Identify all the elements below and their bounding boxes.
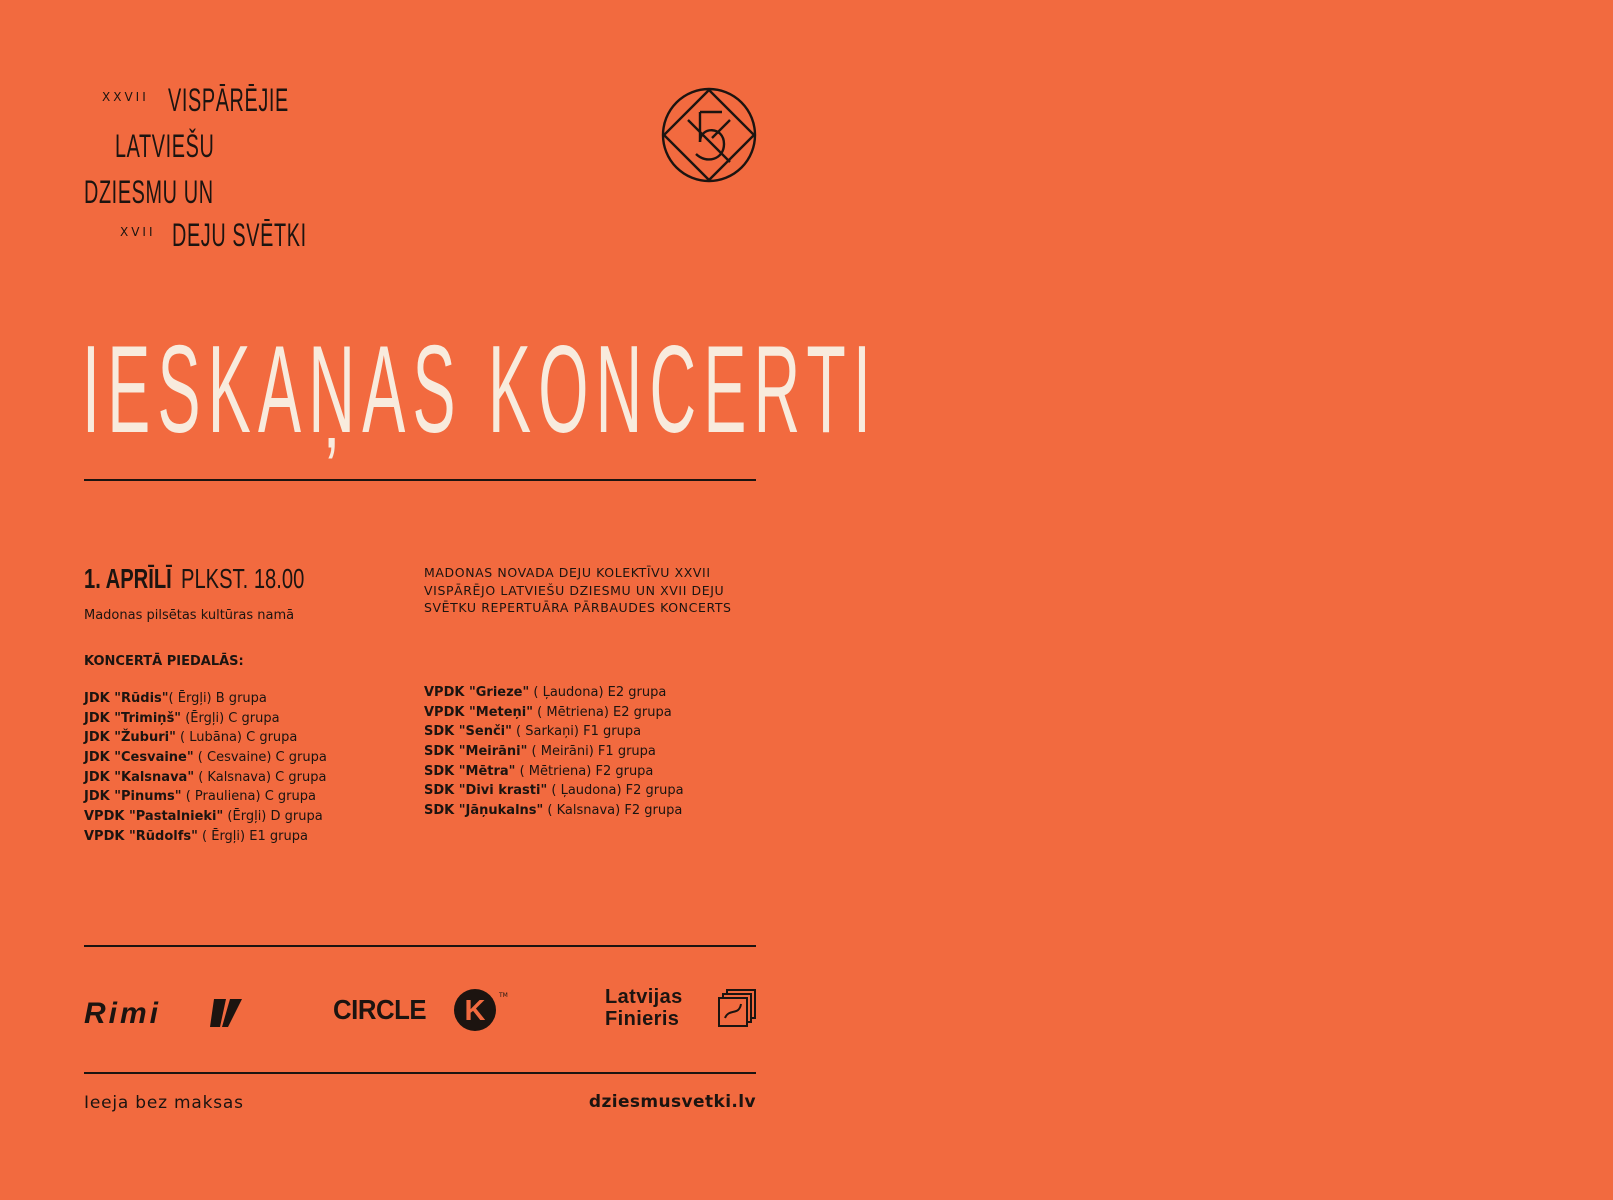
participant-name: SDK "Meirāni" (424, 744, 528, 760)
participant-detail: ( Ērgļi) B grupa (168, 691, 267, 706)
participant-detail: (Ērgļi) D grupa (223, 809, 323, 825)
participant-item (84, 768, 327, 788)
participant-item (84, 728, 327, 748)
participant-detail: ( Cesvaine) C grupa (193, 750, 327, 766)
finieris-plywood-icon (715, 988, 757, 1030)
participant-name: JDK "Kalsnava" (84, 769, 195, 785)
rimi-swoosh-icon (204, 997, 244, 1029)
festival-word-1: VISPĀRĒJIE (168, 82, 289, 118)
divider-middle (84, 945, 756, 947)
participant-item (84, 807, 327, 827)
participant-item (424, 683, 684, 703)
participant-item (424, 781, 684, 801)
participant-detail: ( Mētriena) E2 grupa (533, 704, 672, 720)
circle-k-mark-icon (453, 988, 499, 1032)
event-venue: Madonas pilsētas kultūras namā (84, 608, 295, 623)
festival-edition-song: XXVII (102, 90, 149, 104)
circle-k-trademark: TM (499, 992, 508, 999)
participants-list-left (84, 689, 327, 847)
festival-word-3: DZIESMU UN (84, 174, 214, 210)
main-title (82, 321, 879, 465)
participant-name: SDK "Jāņukalns" (424, 803, 544, 819)
divider-top (84, 479, 756, 481)
participant-item (84, 827, 327, 847)
participant-item (424, 722, 684, 742)
sponsor-latvijas-finieris-logo (605, 986, 765, 1036)
main-title-text: IESKAŅAS KONCERTI (82, 321, 879, 459)
participant-detail: ( Kalsnava) C grupa (194, 769, 327, 785)
participant-detail: ( Ļaudona) F2 grupa (547, 783, 684, 799)
participant-detail: ( Kalsnava) F2 grupa (543, 803, 683, 819)
participant-detail: (Ērgļi) C grupa (181, 710, 280, 726)
participant-name: VPDK "Rūdolfs" (84, 828, 198, 844)
sponsor-circle-k-logo (333, 988, 513, 1032)
finieris-line-2: Finieris (605, 1008, 680, 1030)
festival-word-2: LATVIEŠU (115, 128, 215, 164)
participant-item (84, 689, 327, 709)
participant-name: VPDK "Grieze" (424, 685, 530, 700)
festival-word-4: DEJU SVĒTKI (172, 217, 307, 253)
participant-item (424, 742, 684, 762)
participant-item (84, 748, 327, 768)
finieris-line-1: Latvijas (605, 986, 683, 1008)
participant-detail: ( Sarkaņi) F1 grupa (511, 724, 642, 740)
participant-detail: ( Ērgļi) E1 grupa (197, 828, 308, 844)
participant-name: JDK "Trimiņš" (84, 710, 182, 726)
participant-name: SDK "Mētra" (424, 763, 516, 779)
participant-detail: ( Prauliena) C grupa (181, 789, 316, 805)
festival-edition-dance: XVII (120, 225, 156, 239)
event-description: MADONAS NOVADA DEJU KOLEKTĪVU XXVII VISPĀRĒJO LATVIEŠU DZIESMU UN XVII DEJU SVĒTKU REPERTUĀRA PĀRBAUDES KONCERTS (424, 565, 732, 615)
participant-name: JDK "Cesvaine" (84, 750, 194, 766)
participant-name: VPDK "Pastalnieki" (84, 809, 224, 825)
participant-name: VPDK "Meteņi" (424, 704, 534, 720)
participant-item (424, 762, 684, 782)
participant-name: JDK "Žuburi" (84, 730, 176, 746)
participant-name: SDK "Senči" (424, 724, 512, 740)
rimi-wordmark: Rimi (84, 997, 162, 1030)
circle-k-letter: K (464, 995, 486, 1027)
participant-name: JDK "Pinums" (84, 789, 182, 805)
sponsor-rimi-logo (84, 994, 244, 1034)
event-date (84, 562, 352, 600)
participant-item (424, 703, 684, 723)
participant-detail: ( Ļaudona) E2 grupa (529, 685, 667, 700)
participant-detail: ( Lubāna) C grupa (175, 730, 298, 746)
participant-detail: ( Meirāni) F1 grupa (527, 744, 656, 760)
festival-emblem-icon (660, 86, 758, 184)
circle-k-wordmark: CIRCLE (333, 994, 427, 1025)
participant-item (84, 709, 327, 729)
participants-list-right (424, 683, 684, 821)
participant-item (84, 787, 327, 807)
participants-heading: KONCERTĀ PIEDALĀS: (84, 654, 244, 669)
website-link[interactable]: dziesmusvetki.lv (588, 1092, 756, 1112)
participant-name: JDK "Rūdis" (84, 691, 169, 706)
participant-detail: ( Mētriena) F2 grupa (515, 763, 654, 779)
participant-item (424, 801, 684, 821)
free-entry-text: Ieeja bez maksas (84, 1093, 244, 1113)
participant-name: SDK "Divi krasti" (424, 783, 548, 799)
divider-bottom (84, 1072, 756, 1074)
event-date-time: PLKST. 18.00 (180, 563, 305, 594)
event-date-day: 1. APRĪLĪ (84, 563, 172, 594)
